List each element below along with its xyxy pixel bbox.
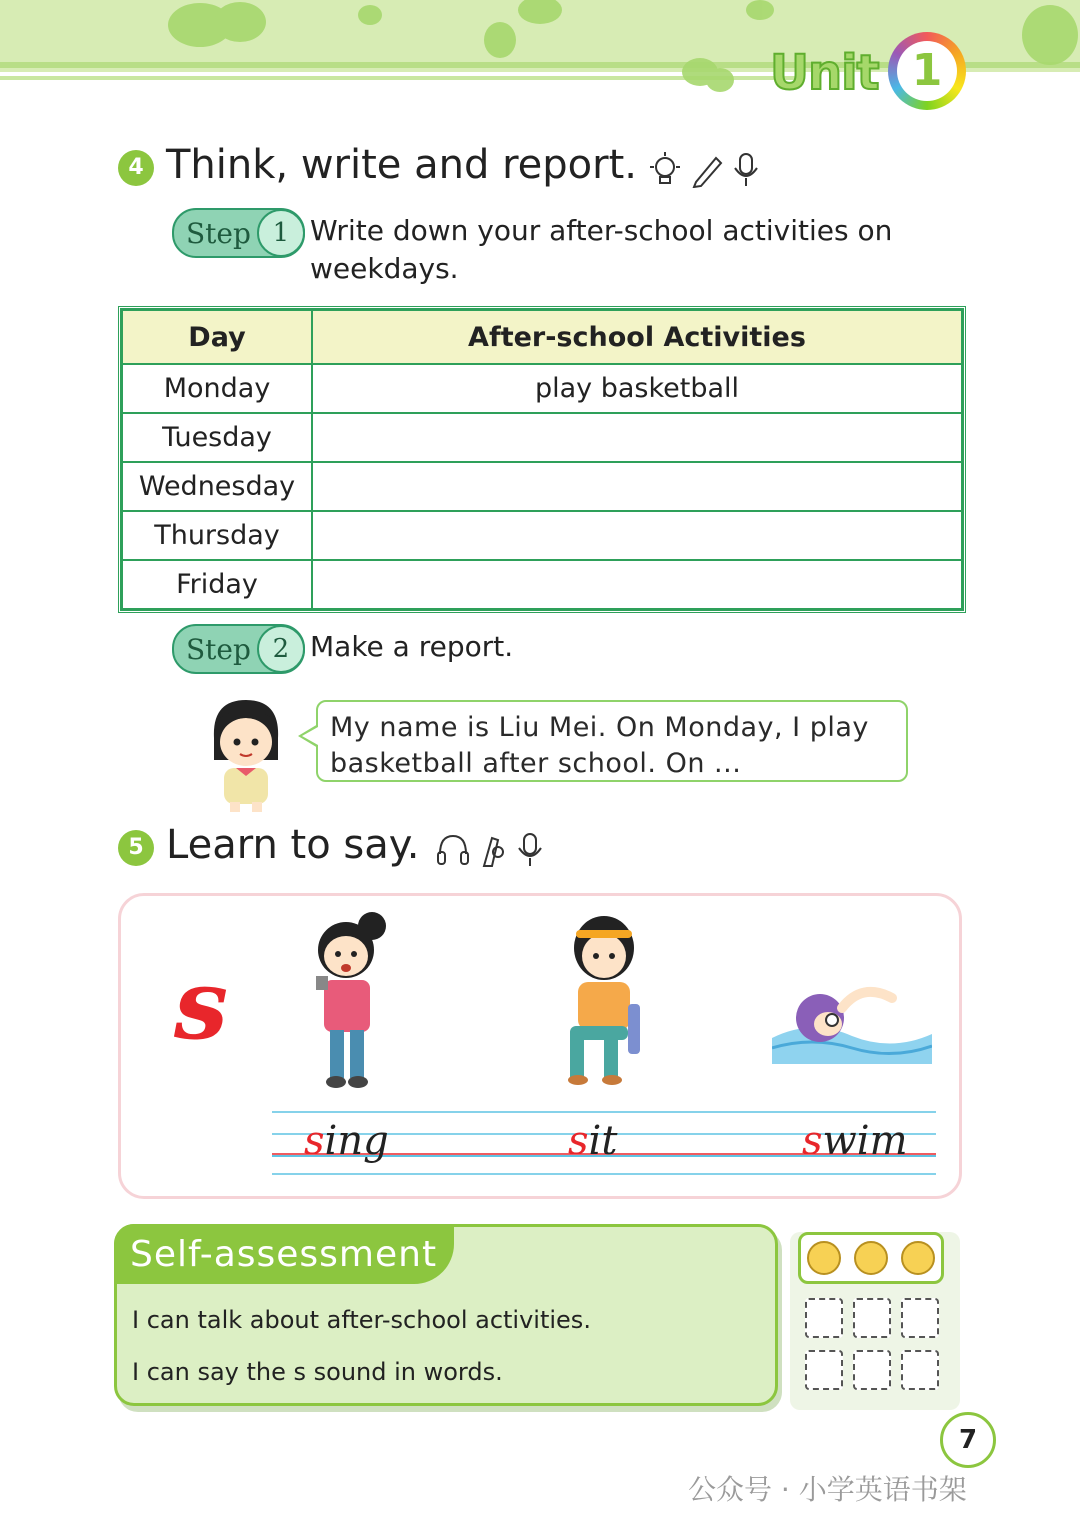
assessment-item: I can talk about after-school activities.: [132, 1306, 591, 1334]
unit-label: Unit: [770, 45, 879, 101]
microphone-icon: [732, 152, 760, 188]
table-row: [122, 364, 962, 413]
neutral-face-icon: [807, 1241, 841, 1275]
table-row: [122, 413, 962, 462]
speech-line-2: basketball after school. On ...: [330, 748, 742, 779]
section-number: 4: [118, 150, 154, 186]
activity-cell[interactable]: [312, 560, 962, 609]
pointing-icon: [478, 832, 508, 868]
word-sit: [568, 1118, 617, 1164]
activity-cell[interactable]: [312, 413, 962, 462]
smile-face-icon: [854, 1241, 888, 1275]
microphone-icon: [516, 832, 544, 868]
step-1-instruction: [310, 212, 892, 288]
unit-number: 1: [897, 41, 957, 101]
table-header-row: [122, 310, 962, 364]
table-row: [122, 511, 962, 560]
unit-number-badge: [888, 32, 966, 110]
speech-bubble: [316, 700, 908, 782]
step-1-line-2: weekdays.: [310, 252, 459, 285]
header-activities: After-school Activities: [312, 310, 962, 364]
step-number: 1: [257, 209, 305, 257]
rating-checkbox[interactable]: [853, 1298, 891, 1338]
section-title: Learn to say.: [166, 822, 420, 868]
singing-girl-illustration: [296, 910, 396, 1092]
rating-checkbox[interactable]: [901, 1298, 939, 1338]
step-word: Step: [186, 216, 251, 250]
word-rest: wim: [822, 1118, 908, 1164]
step-2-instruction: Make a report.: [310, 630, 514, 663]
activity-cell[interactable]: [312, 511, 962, 560]
day-cell: Wednesday: [122, 462, 312, 511]
rating-faces: [798, 1232, 944, 1284]
rating-row-2: [805, 1350, 939, 1390]
assessment-item: I can say the s sound in words.: [132, 1358, 503, 1386]
day-cell: Monday: [122, 364, 312, 413]
word-sing: [304, 1118, 389, 1164]
activity-cell[interactable]: play basketball: [312, 364, 962, 413]
pencil-icon: [690, 152, 724, 188]
word-initial: s: [568, 1118, 589, 1164]
rating-checkbox[interactable]: [853, 1350, 891, 1390]
activities-table: [118, 306, 966, 613]
activity-icons: [436, 832, 544, 868]
page-number: 7: [940, 1412, 996, 1468]
featured-letter: s: [174, 948, 229, 1061]
word-initial: s: [304, 1118, 325, 1164]
day-cell: Tuesday: [122, 413, 312, 462]
rating-row-1: [805, 1298, 939, 1338]
section-title: Think, write and report.: [166, 142, 637, 188]
activity-cell[interactable]: [312, 462, 962, 511]
speech-bubble-tail-inner: [302, 727, 318, 745]
header-day: Day: [122, 310, 312, 364]
step-word: Step: [186, 632, 251, 666]
word-swim: [802, 1118, 908, 1164]
girl-illustration: [204, 698, 288, 814]
step-2-badge: [172, 624, 305, 674]
day-cell: Friday: [122, 560, 312, 609]
word-rest: it: [588, 1118, 618, 1164]
watermark: 公众号 · 小学英语书架: [688, 1473, 967, 1506]
self-assessment-title: Self-assessment: [130, 1234, 438, 1275]
day-cell: Thursday: [122, 511, 312, 560]
speech-line-1: My name is Liu Mei. On Monday, I play: [330, 712, 869, 743]
rating-checkbox[interactable]: [805, 1298, 843, 1338]
rating-checkbox[interactable]: [805, 1350, 843, 1390]
headphones-icon: [436, 832, 470, 868]
rating-checkbox[interactable]: [901, 1350, 939, 1390]
lightbulb-icon: [648, 152, 682, 188]
word-initial: s: [802, 1118, 823, 1164]
activity-icons: [648, 152, 760, 188]
step-number: 2: [257, 625, 305, 673]
step-1-badge: [172, 208, 305, 258]
step-1-line-1: Write down your after-school activities on: [310, 214, 893, 247]
swimming-girl-illustration: [772, 978, 932, 1064]
table-row: [122, 560, 962, 609]
sitting-girl-illustration: [562, 914, 644, 1086]
grin-face-icon: [901, 1241, 935, 1275]
section-number: 5: [118, 830, 154, 866]
table-row: [122, 462, 962, 511]
word-rest: ing: [324, 1118, 389, 1164]
